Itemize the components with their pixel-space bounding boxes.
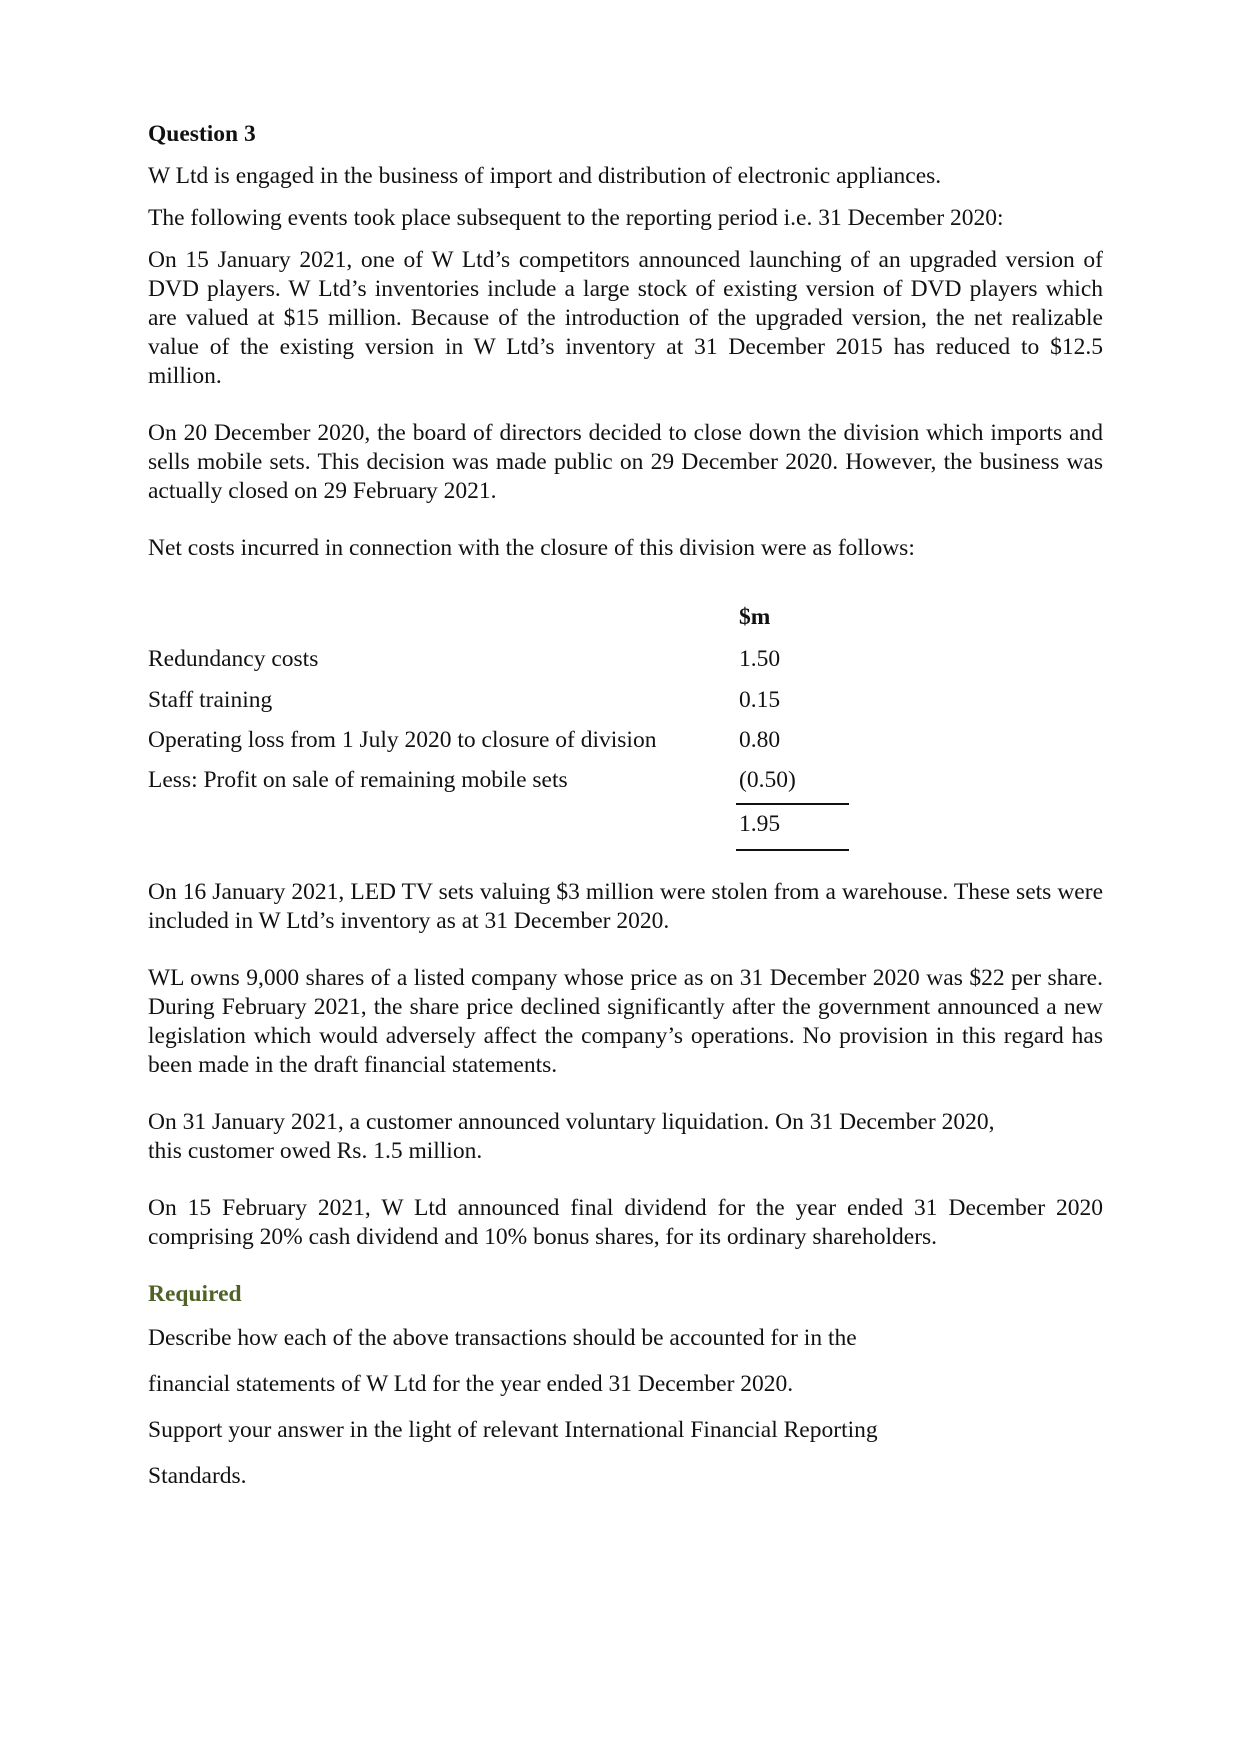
division-closure-paragraph: On 20 December 2020, the board of directors decided to close down the division which imports and sells mobile sets. This decision was made public on 29 December 2020. However, the business was actually closed on 29 February 2021. <box>148 420 1103 504</box>
cost-value: 1.50 <box>739 646 781 672</box>
cost-label: Staff training <box>148 687 273 713</box>
liquidation-paragraph <box>148 1108 1103 1166</box>
table-row <box>148 685 1103 715</box>
cost-value: (0.50) <box>739 767 796 793</box>
required-heading: Required <box>148 1281 242 1307</box>
cost-label: Less: Profit on sale of remaining mobile sets <box>148 767 568 793</box>
cost-value: 0.80 <box>739 727 781 753</box>
total-row <box>148 809 1103 839</box>
tv-theft-paragraph: On 16 January 2021, LED TV sets valuing $3 million were stolen from a warehouse. These sets were included in W Ltd’s inventory as at 31 December 2020. <box>148 879 1103 934</box>
events-intro-paragraph: The following events took place subsequent to the reporting period i.e. 31 December 2020: <box>148 205 1004 231</box>
table-row <box>148 725 1103 755</box>
question-title: Question 3 <box>148 121 256 147</box>
liquidation-line: this customer owed Rs. 1.5 million. <box>148 1138 483 1164</box>
required-line: Support your answer in the light of relevant International Financial Reporting <box>148 1417 878 1443</box>
required-line: Standards. <box>148 1463 247 1489</box>
table-row <box>148 765 1103 795</box>
intro-paragraph: W Ltd is engaged in the business of import and distribution of electronic appliances. <box>148 163 942 189</box>
liquidation-line: On 31 January 2021, a customer announced voluntary liquidation. On 31 December 2020, <box>148 1109 995 1135</box>
dividend-paragraph: On 15 February 2021, W Ltd announced final dividend for the year ended 31 December 2020 comprising 20% cash dividend and 10% bonus shares, for its ordinary shareholders. <box>148 1195 1103 1250</box>
cost-label: Redundancy costs <box>148 646 319 672</box>
closure-costs-intro: Net costs incurred in connection with the closure of this division were as follows: <box>148 535 915 561</box>
shares-paragraph: WL owns 9,000 shares of a listed company whose price as on 31 December 2020 was $22 per share. During February 2021, the share price declined significantly after the government announced a new legislation which would adversely affect the company’s operations. No provision in this regard has been made in the draft financial statements. <box>148 965 1103 1078</box>
question-content <box>148 120 1103 1508</box>
table-row <box>148 644 1103 674</box>
closure-costs-table <box>148 588 1103 878</box>
cost-column-header: $m <box>739 604 771 630</box>
required-line: Describe how each of the above transactions should be accounted for in the <box>148 1325 857 1351</box>
subtotal-rule <box>736 803 849 805</box>
dvd-players-paragraph: On 15 January 2021, one of W Ltd’s competitors announced launching of an upgraded version of DVD players. W Ltd’s inventories include a large stock of existing version of DVD players which are valued at $15 million. Because of the introduction of the upgraded version, the net realizable value of the existing version in W Ltd’s inventory at 31 December 2015 has reduced to $12.5 million. <box>148 247 1103 389</box>
required-line: financial statements of W Ltd for the year ended 31 December 2020. <box>148 1371 794 1397</box>
total-rule <box>736 849 849 851</box>
cost-total-value: 1.95 <box>739 811 781 837</box>
cost-value: 0.15 <box>739 687 781 713</box>
cost-label: Operating loss from 1 July 2020 to closure of division <box>148 727 657 753</box>
